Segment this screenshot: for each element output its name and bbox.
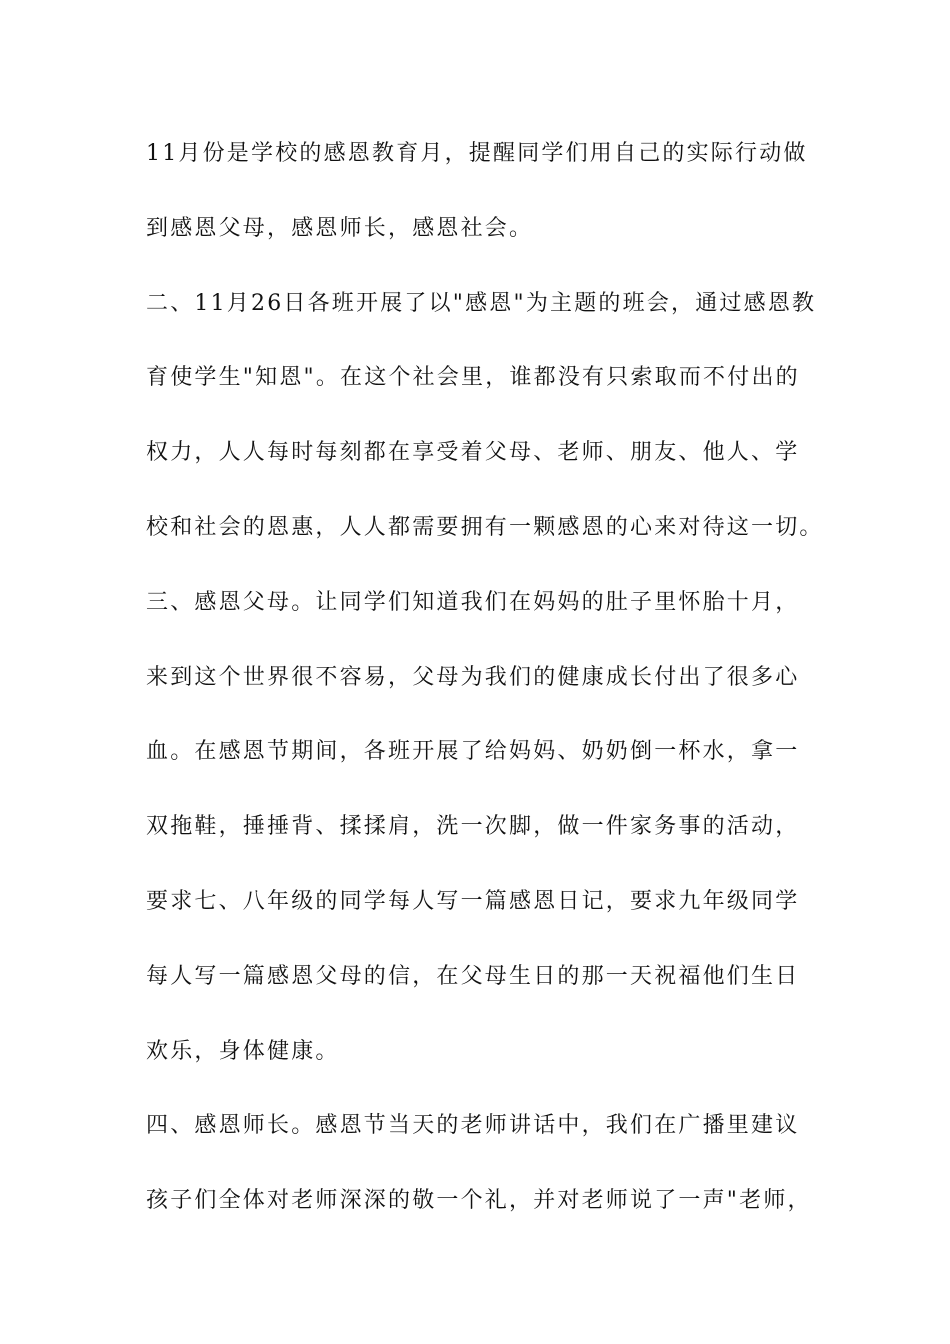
text-line: 育使学生"知恩"。在这个社会里，谁都没有只索取而不付出的 [146, 365, 800, 391]
document-body [146, 129, 824, 1251]
text-line: 每人写一篇感恩父母的信，在父母生日的那一天祝福他们生日 [146, 963, 800, 989]
text-line: 到感恩父母，感恩师长，感恩社会。 [146, 215, 534, 241]
text-line: 权力，人人每时每刻都在享受着父母、老师、朋友、他人、学 [146, 440, 800, 466]
text-line: 要求七、八年级的同学每人写一篇感恩日记，要求九年级同学 [146, 888, 800, 914]
text-line: 四、感恩师长。感恩节当天的老师讲话中，我们在广播里建议 [146, 1113, 800, 1139]
text-line: 来到这个世界很不容易，父母为我们的健康成长付出了很多心 [146, 664, 800, 690]
text-line: 欢乐，身体健康。 [146, 1038, 340, 1064]
text-line: 孩子们全体对老师深深的敬一个礼，并对老师说了一声"老师， [146, 1188, 812, 1214]
text-line: 校和社会的恩惠，人人都需要拥有一颗感恩的心来对待这一切。 [146, 514, 824, 540]
text-line: 血。在感恩节期间，各班开展了给妈妈、奶奶倒一杯水，拿一 [146, 739, 800, 765]
text-line: 三、感恩父母。让同学们知道我们在妈妈的肚子里怀胎十月， [146, 589, 800, 615]
text-line: 11月份是学校的感恩教育月，提醒同学们用自己的实际行动做 [146, 141, 808, 166]
text-line: 二、11月26日各班开展了以"感恩"为主题的班会，通过感恩教 [146, 290, 817, 316]
text-line: 双拖鞋，捶捶背、揉揉肩，洗一次脚，做一件家务事的活动， [146, 814, 800, 840]
